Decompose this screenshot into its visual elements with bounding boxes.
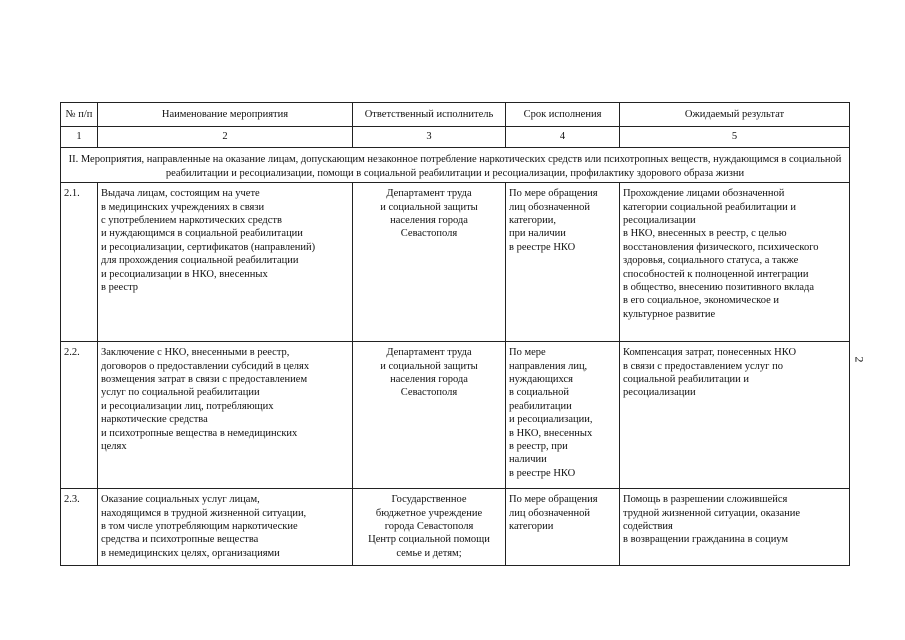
measures-table [60, 102, 850, 566]
header-result: Ожидаемый результат [620, 103, 850, 127]
measure-name: Оказание социальных услуг лицам, находящимся в трудной жизненной ситуации, в том числе употребляющим наркотические средства и психотропные вещества в немедицинских целях, организациями [98, 489, 353, 566]
responsible-executor: Департамент труда и социальной защиты населения города Севастополя [353, 342, 506, 489]
responsible-executor: Государственное бюджетное учреждение города Севастополя Центр социальной помощи семье и детям; [353, 489, 506, 566]
column-number: 4 [506, 127, 620, 148]
section-title: II. Мероприятия, направленные на оказание лицам, допускающим незаконное потребление наркотических средств или психотропных веществ, нуждающимся в социальной реабилитации и ресоциализации, помощи в социальной реабилитации и ресоциализации, профилактику здорового образа жизни [61, 148, 850, 183]
column-number: 1 [61, 127, 98, 148]
page-number: 2 [852, 356, 867, 363]
execution-deadline: По мере обращения лиц обозначенной категории, при наличии в реестре НКО [506, 183, 620, 342]
header-deadline: Срок исполнения [506, 103, 620, 127]
table-header-row [61, 103, 850, 127]
row-number: 2.3. [61, 489, 98, 566]
row-number: 2.2. [61, 342, 98, 489]
expected-result: Компенсация затрат, понесенных НКО в связи с предоставлением услуг по социальной реабилитации и ресоциализации [620, 342, 850, 489]
section-row [61, 148, 850, 183]
responsible-executor: Департамент труда и социальной защиты населения города Севастополя [353, 183, 506, 342]
column-numbers-row [61, 127, 850, 148]
table-row [61, 183, 850, 342]
column-number: 2 [98, 127, 353, 148]
header-executor: Ответственный исполнитель [353, 103, 506, 127]
execution-deadline: По мере направления лиц, нуждающихся в социальной реабилитации и ресоциализации, в НКО, внесенных в реестр, при наличии в реестре НКО [506, 342, 620, 489]
row-number: 2.1. [61, 183, 98, 342]
column-number: 5 [620, 127, 850, 148]
column-number: 3 [353, 127, 506, 148]
expected-result: Прохождение лицами обозначенной категории социальной реабилитации и ресоциализации в НКО, внесенных в реестр, с целью восстановления физического, психического здоровья, социального статуса, а также способностей к полноценной интеграции в общество, внесению позитивного вклада в его социальное, экономическое и культурное развитие [620, 183, 850, 342]
header-number: № п/п [61, 103, 98, 127]
header-name: Наименование мероприятия [98, 103, 353, 127]
table-row [61, 489, 850, 566]
measure-name: Выдача лицам, состоящим на учете в медицинских учреждениях в связи с употреблением наркотических средств и нуждающимся в социальной реабилитации и ресоциализации, сертификатов (направлений) для прохождения социальной реабилитации и ресоциализации в НКО, внесенных в реестр [98, 183, 353, 342]
execution-deadline: По мере обращения лиц обозначенной категории [506, 489, 620, 566]
table-row [61, 342, 850, 489]
expected-result: Помощь в разрешении сложившейся трудной жизненной ситуации, оказание содействия в возвращении гражданина в социум [620, 489, 850, 566]
measure-name: Заключение с НКО, внесенными в реестр, договоров о предоставлении субсидий в целях возмещения затрат в связи с предоставлением услуг по социальной реабилитации и ресоциализации лиц, потребляющих наркотические средства и психотропные вещества в немедицинских целях [98, 342, 353, 489]
